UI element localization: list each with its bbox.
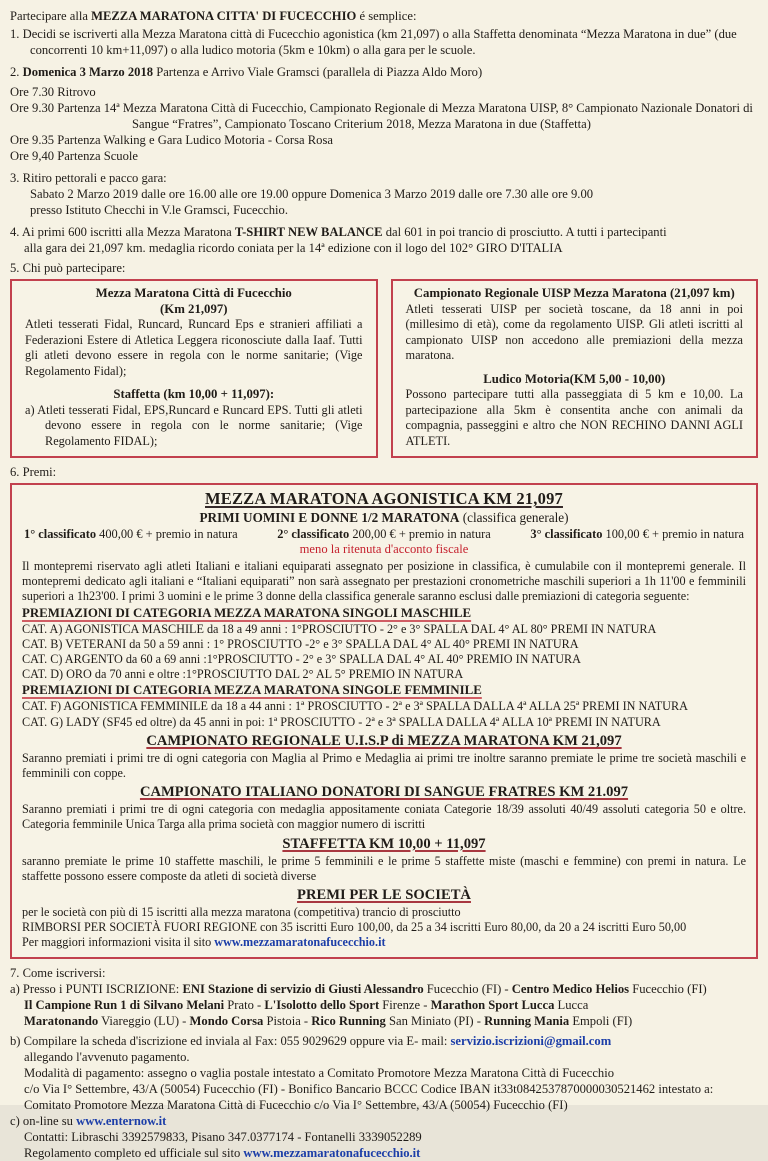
iscrizione-punti-3 [10, 1013, 758, 1029]
iscrizione-allegando: allegando l'avvenuto pagamento. [24, 1049, 190, 1064]
iscrizione-modalita: Modalità di pagamento: assegno o vaglia postale intestato a Comitato Promotore Mezza Maratona Città di Fucecchio [24, 1065, 614, 1080]
text-segment: L'Isolotto dello Sport [264, 997, 380, 1012]
rimborsi-para: RIMBORSI PER SOCIETÀ FUORI REGIONE con 35 iscritti Euro 100,00, da 25 a 34 iscritti Euro 80,00, da 20 a 24 iscritti Euro 50,00 [22, 920, 687, 935]
info-para [22, 935, 746, 950]
mezza-box-body: Atleti tesserati Fidal, Runcard, Runcard Eps e stranieri affiliati a Federazioni Estere di Atletica Leggera riconosciute dalla Iaaf. Tutti gli atleti devono essere in regola con le norme sanitarie; (Vige Regolamento Fidal); [25, 317, 363, 378]
staffetta-heading: STAFFETTA KM 10,00 + 11,097 [282, 835, 486, 852]
text-segment: Mondo Corsa [189, 1013, 264, 1028]
list-item-chi-puo: 5. Chi può partecipare: [10, 261, 126, 275]
text-segment: Pistoia - [263, 1013, 312, 1028]
list-item-ritiro: 3. Ritiro pettorali e pacco gara: [10, 171, 167, 185]
eligibility-box-uisp [391, 279, 759, 458]
text-segment: 2. [10, 65, 23, 79]
list-item-come-iscriversi: 7. Come iscriversi: [10, 965, 106, 980]
uisp-para: Saranno premiati i primi tre di ogni categoria con Maglia al Primo e Medaglia ai primi tre inoltre saranno premiate le prime tre società maschili e femminili con coppe. [22, 750, 746, 781]
text-segment: MEZZA MARATONA CITTA' DI FUCECCHIO [91, 9, 357, 23]
fratres-para: Saranno premiati i primi tre di ogni categoria con medaglia appositamente coniata Categorie 18/39 assoluti 40/49 assoluti categoria 50 e oltre. Categoria femminile Unica Targa alla prima società con maggior numero di iscritti [22, 802, 746, 832]
text-segment: Il Campione Run 1 di Silvano Melani [24, 997, 225, 1012]
primi-uomini-donne-title [22, 509, 746, 526]
list-item-tshirt-cont: alla gara dei 21,097 km. medaglia ricordo coniata per la 14ª edizione con il logo del 102° GIRO D'ITALIA [24, 241, 563, 255]
text-segment: Rico Running [311, 1013, 386, 1028]
schedule-scuole: Ore 9,40 Partenza Scuole [10, 149, 138, 163]
text-segment: 3° classificato [530, 527, 603, 541]
text-segment: Marathon Sport Lucca [430, 997, 555, 1012]
text-segment: c) on-line su [10, 1113, 77, 1128]
iscrizione-comitato: Comitato Promotore Mezza Maratona Città di Fucecchio c/o Via I° Settembre, 43/A (50054) Fucecchio (FI) [24, 1097, 568, 1112]
list-item-data-partenza [10, 64, 758, 80]
text-segment: Maratonando [24, 1013, 99, 1028]
text-segment: Centro Medico Helios [511, 981, 630, 996]
text-segment: 400,00 € + premio in natura [96, 527, 238, 541]
text-segment: Fucecchio (FI) [629, 981, 707, 996]
text-segment: a) Presso i PUNTI ISCRIZIONE: [10, 981, 183, 996]
text-segment: Regolamento completo ed ufficiale sul sito [24, 1145, 244, 1160]
staffetta-box-item: a) Atleti tesserati Fidal, EPS,Runcard e Runcard EPS. Tutti gli atleti devono essere in regola con le norme sanitarie; (Vige Regolamento FIDAL); [25, 402, 363, 448]
text-segment: 200,00 € + premio in natura [349, 527, 491, 541]
text-segment: Fucecchio (FI) - [423, 981, 512, 996]
fratres-heading: CAMPIONATO ITALIANO DONATORI DI SANGUE FRATRES KM 21.097 [139, 784, 629, 801]
text-segment: é semplice: [356, 9, 417, 23]
uisp-box-title: Campionato Regionale UISP Mezza Maratona (21,097 km) [413, 286, 735, 300]
text-segment: Partenza e Arrivo Viale Gramsci (parallela di Piazza Aldo Moro) [153, 65, 483, 79]
site-link-bottom[interactable]: www.mezzamaratonafucecchio.it [243, 1145, 421, 1160]
staffetta-box-title: Staffetta (km 10,00 + 11,097): [113, 387, 275, 401]
prize-first [24, 526, 238, 542]
mezza-box-km: (Km 21,097) [159, 301, 228, 316]
eligibility-boxes [10, 279, 758, 458]
text-segment: 1° classificato [24, 527, 97, 541]
ludico-box-title: Ludico Motoria(KM 5,00 - 10,00) [483, 371, 666, 386]
agonistica-title: MEZZA MARATONA AGONISTICA KM 21,097 [205, 489, 563, 508]
mezza-box-title: Mezza Maratona Città di Fucecchio [95, 286, 292, 300]
enternow-link[interactable]: www.enternow.it [76, 1113, 167, 1128]
uisp-box-body: Atleti tesserati UISP per società toscane, da 18 anni in poi (millesimo di età), come da regolamento UISP. Gli atleti iscritti al campionato UISP non accedono alle premiazioni della mezza maratona. [405, 301, 743, 362]
cat-f-line: CAT. F) AGONISTICA FEMMINILE da 18 a 44 anni : 1ª PROSCIUTTO - 2ª e 3ª SPALLA DALLA 4ª ALLA 25ª PREMI IN NATURA [22, 699, 688, 714]
cat-c-line: CAT. C) ARGENTO da 60 a 69 anni :1°PROSCIUTTO - 2° e 3° SPALLA DAL 4° AL 40° PREMIO IN NATURA [22, 652, 581, 667]
tax-note: meno la ritenuta d'acconto fiscale [299, 542, 469, 556]
cat-d-line: CAT. D) ORO da 70 anni e oltre :1°PROSCIUTTO DAL 2° AL 5° PREMIO IN NATURA [22, 667, 464, 682]
text-segment: dal 601 in poi trancio di prosciutto. A tutti i partecipanti [382, 225, 667, 239]
uisp-heading: CAMPIONATO REGIONALE U.I.S.P di MEZZA MARATONA KM 21,097 [146, 732, 622, 749]
text-segment: San Miniato (PI) - [385, 1013, 485, 1028]
text-segment: Per maggiori informazioni visita il sito [22, 935, 215, 950]
cat-b-line: CAT. B) VETERANI da 50 a 59 anni : 1° PROSCIUTTO -2° e 3° SPALLA DAL 4° AL 40° PREMI IN NATURA [22, 636, 579, 651]
text-segment: b) Compilare la scheda d'iscrizione ed inviala al Fax: 055 9029629 oppure via E- mail: [10, 1033, 451, 1048]
text-segment: Prato - [224, 997, 265, 1012]
text-segment: Viareggio (LU) - [98, 1013, 190, 1028]
ludico-box-body: Possono partecipare tutti alla passeggiata di 5 km e 10,00. La partecipazione alla 5km è consentita anche con animali da compagnia, passeggini e altro che NON RECHINO DANNI AGLI ATLETI. [405, 387, 743, 448]
contatti-line: Contatti: Libraschi 3392579833, Pisano 347.0377174 - Fontanelli 3339052289 [24, 1129, 422, 1144]
eligibility-box-mezza [10, 279, 378, 458]
text-segment: 4. Ai primi 600 iscritti alla Mezza Maratona [10, 225, 235, 239]
ritiro-orari: Sabato 2 Marzo 2019 dalle ore 16.00 alle ore 19.00 oppure Domenica 3 Marzo 2019 dalle ore 7.30 alle ore 9.00 [30, 187, 594, 201]
femminile-heading: PREMIAZIONI DI CATEGORIA MEZZA MARATONA SINGOLE FEMMINILE [22, 683, 482, 698]
schedule-partenza-mezza: Ore 9.30 Partenza 14ª Mezza Maratona Città di Fucecchio, Campionato Regionale di Mezza Maratona UISP, 8° Campionato Nazionale Donatori di Sangue “Fratres”, Campionato Toscano Criterium 2018, Mezza Maratona in due (Staffetta) [10, 101, 753, 131]
site-link[interactable]: www.mezzamaratonafucecchio.it [214, 935, 386, 950]
iscrizione-punti-1 [10, 981, 758, 997]
text-segment: Lucca [554, 997, 589, 1012]
list-item-premi: 6. Premi: [10, 465, 57, 479]
prize-third [530, 526, 744, 542]
box-spacer [25, 379, 363, 387]
iscrizione-iban: c/o Via I° Settembre, 43/A (50054) Fucecchio (FI) - Bonifico Bancario BCCC Codice IBAN it33t0842537870000030521462 intestato a: [24, 1081, 714, 1096]
text-segment: 100,00 € + premio in natura [602, 527, 744, 541]
cat-a-line: CAT. A) AGONISTICA MASCHILE da 18 a 49 anni : 1°PROSCIUTTO - 2° e 3° SPALLA DAL 4° AL 80° PREMI IN NATURA [22, 621, 657, 636]
ritiro-luogo: presso Istituto Checchi in V.le Gramsci, Fucecchio. [30, 203, 289, 217]
text-segment: (classifica generale) [459, 510, 569, 525]
email-link[interactable]: servizio.iscrizioni@gmail.com [450, 1033, 612, 1048]
text-segment: Running Mania [484, 1013, 570, 1028]
iscrizione-online [10, 1113, 758, 1129]
iscrizione-punti-2 [10, 997, 758, 1013]
montepremi-para: Il montepremi riservato agli atleti Italiani e italiani equiparati assegnato per posizione in classifica, è cumulabile con il montepremi generale. Il montepremi dedicato agli italiani e “Italiani equiparati” non sarà assegnato per prestazioni cronometriche maschili superiori a 1h 11'00 e femminili superiori a 1h23'00. I primi 3 uomini e le prime 3 donne della classifica generale saranno esclusi dalle premiazioni di categoria seguente: [22, 559, 746, 604]
staffetta-para: saranno premiate le prime 10 staffette maschili, le prime 5 femminili e le prime 5 staffette miste (maschi e femmine) con premi in natura. Le staffette possono essere composte da atleti di società diverse [22, 853, 746, 883]
text-segment: ENI Stazione di servizio di Giusti Alessandro [182, 981, 424, 996]
prize-row [22, 526, 746, 542]
text-segment: Partecipare alla [10, 9, 92, 23]
text-segment: Firenze - [379, 997, 431, 1012]
regolamento-line [10, 1145, 758, 1161]
prize-box [10, 483, 758, 959]
intro-line [10, 8, 758, 24]
text-segment: Empoli (FI) [569, 1013, 633, 1028]
list-item-decidi: 1. Decidi se iscriverti alla Mezza Maratona città di Fucecchio agonistica (km 21,097) o alla Staffetta denominata “Mezza Maratona in due” (due concorrenti 10 km+11,097) o alla ludico motoria (5km e 10km) o alla gara per le scuole. [10, 27, 737, 57]
cat-g-line: CAT. G) LADY (SF45 ed oltre) da 45 anni in poi: 1ª PROSCIUTTO - 2ª e 3ª SPALLA DALLA 4ª ALLA 10ª PREMI IN NATURA [22, 714, 661, 729]
schedule-walking: Ore 9.35 Partenza Walking e Gara Ludico Motoria - Corsa Rosa [10, 133, 333, 147]
prize-second [277, 526, 491, 542]
text-segment: T-SHIRT NEW BALANCE [234, 225, 383, 239]
text-segment: 2° classificato [277, 527, 350, 541]
societa-para: per le società con più di 15 iscritti alla mezza maratona (competitiva) trancio di prosciutto [22, 905, 461, 920]
societa-heading: PREMI PER LE SOCIETÀ [297, 887, 471, 904]
text-segment: Domenica 3 Marzo 2018 [22, 65, 154, 79]
text-segment: PRIMI UOMINI E DONNE 1/2 MARATONA [199, 510, 460, 525]
schedule-ritrovo: Ore 7.30 Ritrovo [10, 85, 96, 99]
box-spacer [406, 364, 744, 372]
list-item-tshirt [10, 224, 758, 240]
maschile-heading: PREMIAZIONI DI CATEGORIA MEZZA MARATONA SINGOLI MASCHILE [22, 605, 472, 620]
iscrizione-fax-email [10, 1033, 758, 1049]
